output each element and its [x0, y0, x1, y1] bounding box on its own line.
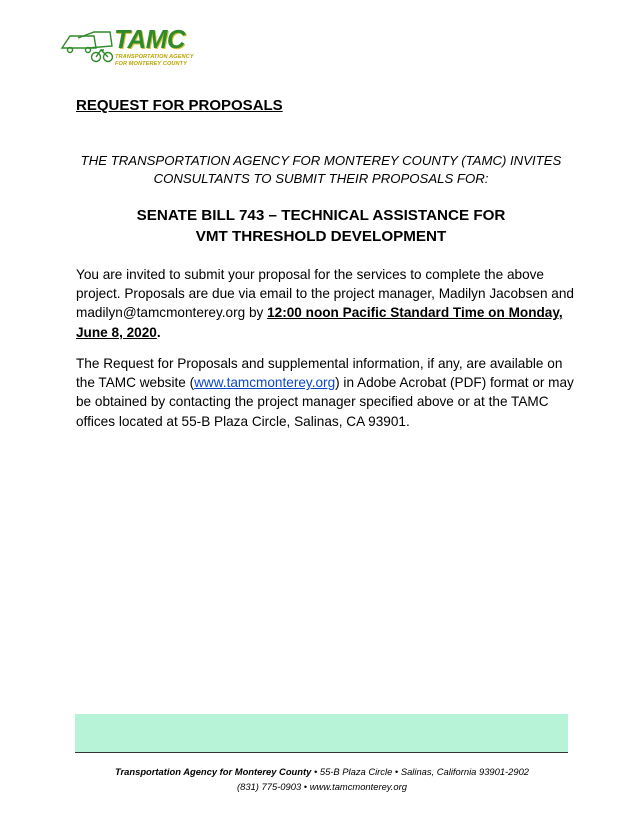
project-title-line2: VMT THRESHOLD DEVELOPMENT [195, 228, 447, 245]
availability-text-after: ) in Adobe Acrobat (PDF) format or may be obtained by contacting the project manager specified above or at the TAMC offices located at 55-B Plaza Circle, Salinas, CA 93901. [76, 375, 574, 429]
availability-text-before: The Request for Proposals and supplemental information, if any, are available on the TAMC website ( [76, 356, 563, 391]
footer-city: Salinas, California 93901-2902 [400, 766, 530, 777]
invitation-line2: CONSULTANTS TO SUBMIT THEIR PROPOSALS FOR: [153, 171, 489, 186]
footer-line1 [60, 764, 584, 779]
website-link[interactable]: www.tamcmonterey.org [194, 375, 336, 391]
footer-divider [75, 752, 568, 753]
invitation-line1: THE TRANSPORTATION AGENCY FOR MONTEREY COUNTY (TAMC) INVITES [80, 153, 562, 168]
deadline-text: 12:00 noon Pacific Standard Time on Monday, June 8, 2020 [76, 305, 563, 340]
page-heading: REQUEST FOR PROPOSALS [76, 97, 283, 114]
submission-paragraph [76, 265, 576, 342]
footer-bullet: • [303, 781, 308, 792]
footer-bullet: • [394, 766, 399, 777]
project-title-line1: SENATE BILL 743 – TECHNICAL ASSISTANCE FOR [136, 207, 506, 224]
footer-phone: (831) 775-0903 [237, 781, 302, 792]
logo-subtitle-line2: FOR MONTEREY COUNTY [115, 61, 188, 67]
invitation-text [76, 152, 566, 188]
footer-address: 55-B Plaza Circle [319, 766, 393, 777]
tamc-logo [58, 26, 198, 72]
vehicles-logo-icon [58, 26, 116, 66]
project-title [76, 205, 566, 247]
footer-website: www.tamcmonterey.org [309, 781, 407, 792]
deadline-period: . [156, 324, 161, 340]
footer-line2 [60, 779, 584, 794]
footer-green-band [75, 714, 568, 752]
page-footer [60, 764, 584, 794]
logo-wordmark: TAMC [114, 24, 186, 54]
submission-text: You are invited to submit your proposal for the services to complete the above project. Proposals are due via email to the project manager, Madilyn Jacobsen and madilyn@tamcmonterey.org by [76, 267, 574, 321]
availability-paragraph [76, 354, 576, 431]
footer-org: Transportation Agency for Monterey County [114, 766, 312, 777]
logo-subtitle-line1: TRANSPORTATION AGENCY [115, 54, 194, 60]
footer-bullet: • [313, 766, 318, 777]
